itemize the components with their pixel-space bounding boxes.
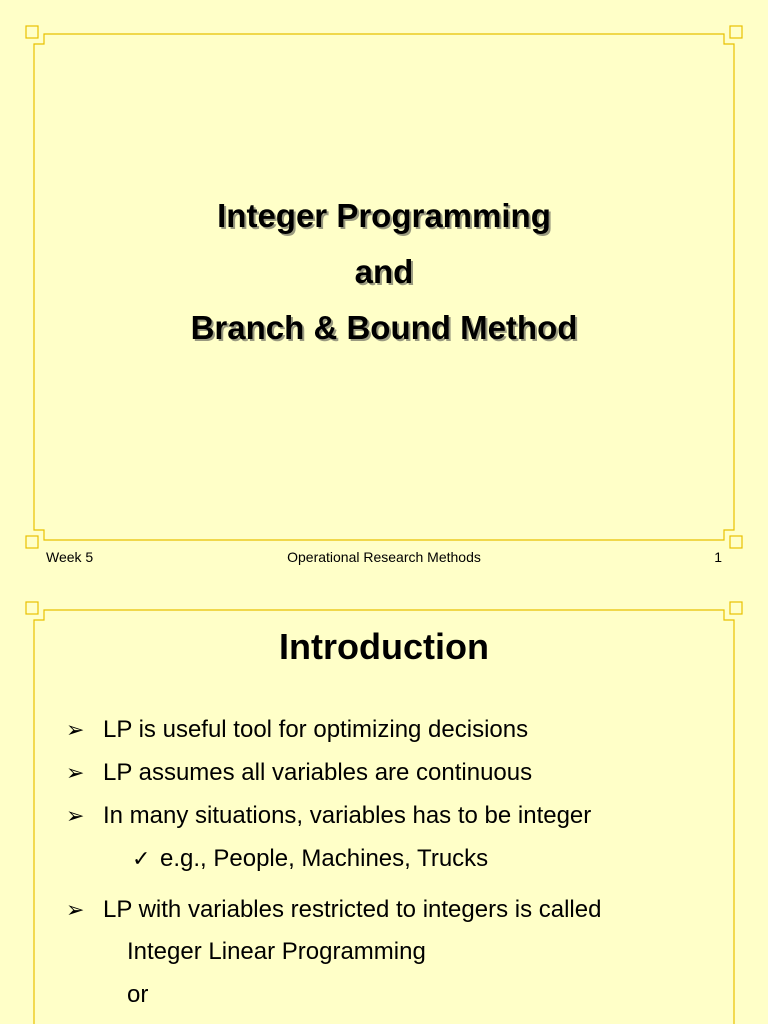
list-item xyxy=(66,892,601,928)
title-line-2: and xyxy=(354,253,414,290)
frame-corner-square xyxy=(26,26,38,38)
frame-corner-square xyxy=(26,536,38,548)
bullet-text: LP with variables restricted to integers is called xyxy=(103,896,602,923)
continuation-line: Integer Linear Programming xyxy=(127,938,426,965)
title-line-1: Integer Programming xyxy=(217,197,551,234)
frame-corner-square xyxy=(26,602,38,614)
title-line-3: Branch & Bound Method xyxy=(190,309,578,346)
checkmark-bullet-icon: ✓ xyxy=(132,846,151,871)
bullet-text: e.g., People, Machines, Trucks xyxy=(160,845,489,872)
footer-course: Operational Research Methods xyxy=(287,549,481,565)
arrow-bullet-icon: ➢ xyxy=(66,803,85,828)
frame-corner-square xyxy=(730,536,742,548)
list-item xyxy=(66,798,591,834)
slide1-title xyxy=(0,188,768,356)
arrow-bullet-icon: ➢ xyxy=(66,760,85,785)
list-item xyxy=(132,841,488,877)
footer-week: Week 5 xyxy=(46,549,94,565)
bullet-text: LP assumes all variables are continuous xyxy=(103,759,533,786)
list-item xyxy=(66,755,532,791)
arrow-bullet-icon: ➢ xyxy=(66,897,85,922)
slide2-title: Introduction xyxy=(279,626,489,667)
frame-corner-square xyxy=(730,602,742,614)
bullet-text: LP is useful tool for optimizing decisions xyxy=(103,716,529,743)
list-item xyxy=(66,712,528,748)
frame-corner-square xyxy=(730,26,742,38)
footer-page-number: 1 xyxy=(714,549,722,565)
bullet-text: In many situations, variables has to be integer xyxy=(103,802,592,829)
arrow-bullet-icon: ➢ xyxy=(66,717,85,742)
continuation-line: or xyxy=(127,981,149,1008)
